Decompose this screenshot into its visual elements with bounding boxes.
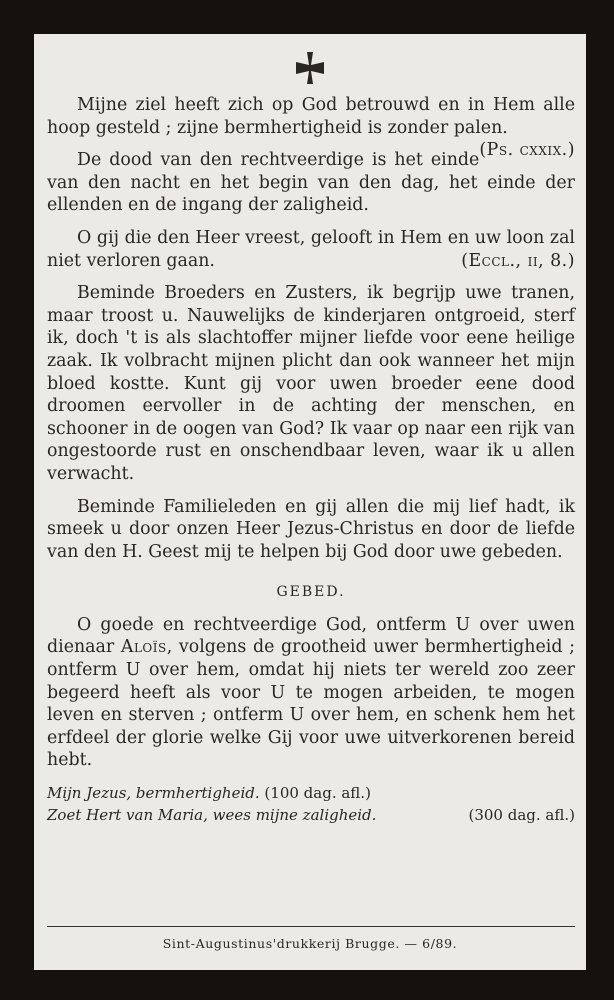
indulgence-100: (100 dag. afl.) — [264, 784, 371, 803]
cross-pattee-icon — [294, 52, 326, 84]
prayer-heading: GEBED. — [276, 584, 346, 601]
printer-line: Sint-Augustinus'drukkerij Brugge. — 6/89. — [162, 936, 458, 951]
psalm-paragraph: Mijne ziel heeft zich op God betrouwd en in Hem alle hoop gesteld ; zijne bermhertigheid is zonder palen. (Ps. cxxix.) — [47, 95, 575, 161]
invocation-jesus: Mijn Jezus, bermhertigheid. (100 dag. afl.) — [47, 784, 371, 803]
prayer-paragraph: O goede en rechtveerdige God, ontferm U over uwen dienaar Aloïs, volgens de grootheid uwer bermhertigheid ; ontferm U over hem, omdat hij niets ter wereld zoo zeer begeerd heeft als voor U te mogen arbeiden, te mogen leven en sterven ; ontferm U over hem, en schenk hem het erfdeel der glorie welke Gij voor uwe uitverkorenen bereid hebt. — [47, 614, 575, 771]
eccl-reference: (Eccl., ii, 8.) — [461, 250, 575, 271]
card-text — [47, 94, 575, 826]
death-paragraph: De dood van den rechtveerdige is het einde van den nacht en het begin van den dag, het einde der ellenden en de ingang der zaligheid. — [47, 150, 575, 216]
deceased-name: Aloïs — [120, 637, 167, 658]
family-paragraph: Beminde Familieleden en gij allen die mij lief hadt, ik smeek u door onzen Heer Jezus-Christus en door de liefde van den H. Geest mij te helpen bij God door uwe gebeden. — [47, 496, 575, 562]
indulgence-300: (300 dag. afl.) — [468, 806, 575, 825]
fear-god-paragraph: O gij die den Heer vreest, gelooft in Hem en uw loon zal niet verloren gaan. (Eccl., ii, 8.) — [47, 227, 575, 271]
invocation-maria: Zoet Hert van Maria, wees mijne zaligheid. (300 dag. afl.) — [47, 806, 575, 825]
footer-divider — [47, 926, 575, 927]
brothers-sisters-paragraph: Beminde Broeders en Zusters, ik begrijp uwe tranen, maar troost u. Nauwelijks de kinderjaren ontgroeid, sterf ik, doch 't is als slachtoffer mijner liefde voor eene heilige zaak. Ik volbracht mijnen plicht dan ook wanneer het mijn bloed kostte. Kunt gij voor uwen broeder eene dood droomen eervoller in de achting der menschen, en schooner in de oogen van God? Ik vaar op naar een rijk van ongestoorde rust en onschendbaar leven, waar ik u allen verwacht. — [47, 283, 575, 484]
card-paper — [34, 34, 586, 970]
psalm-reference: (Ps. cxxix.) — [479, 140, 575, 161]
